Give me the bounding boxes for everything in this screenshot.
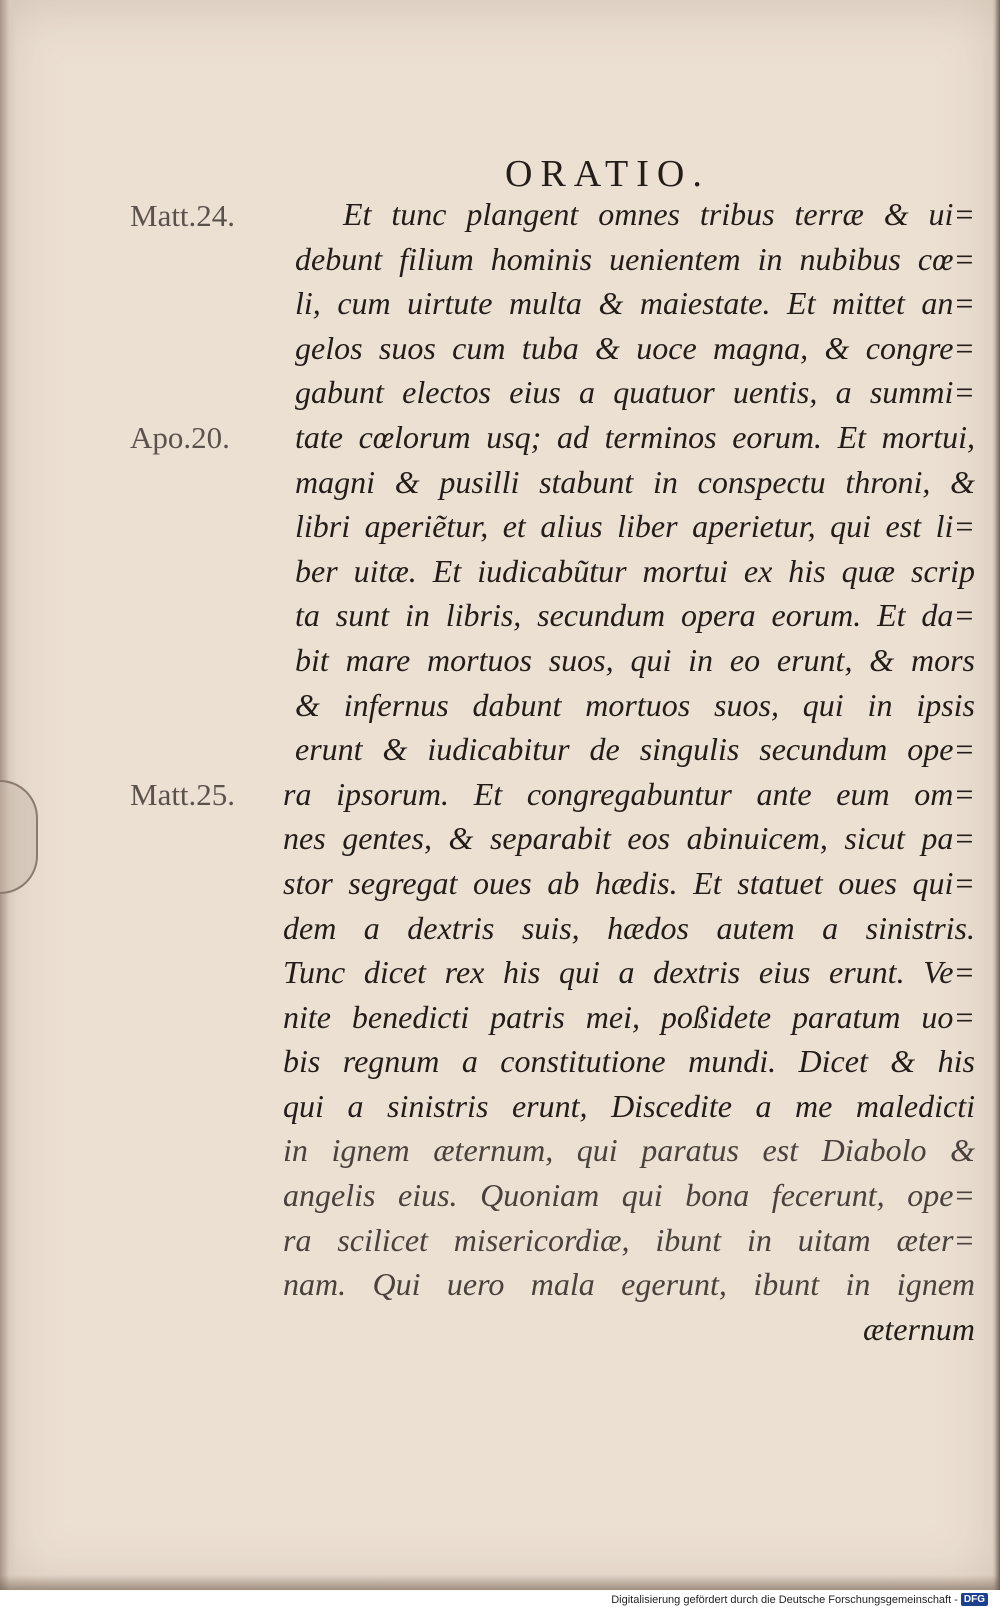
text-line: ra ipsorum. Et congregabuntur ante eum om= xyxy=(283,775,975,812)
text-line: in ignem æternum, qui paratus est Diabolo & xyxy=(283,1132,975,1169)
page-right-edge xyxy=(992,0,1000,1590)
text-line: nam. Qui uero mala egerunt, ibunt in ignem xyxy=(283,1266,975,1303)
digitization-footer xyxy=(611,1593,988,1606)
text-line: qui a sinistris erunt, Discedite a me maledicti xyxy=(283,1087,975,1124)
text-line: ra scilicet misericordiæ, ibunt in uitam æter= xyxy=(283,1221,975,1258)
margin-note-matt-25: Matt.25. xyxy=(130,777,236,812)
page-bottom-shadow xyxy=(0,1575,1000,1590)
margin-note-apo-20: Apo.20. xyxy=(130,420,230,455)
text-line: nes gentes, & separabit eos abinuicem, sicut pa= xyxy=(283,820,975,857)
text-line: Et tunc plangent omnes tribus terræ & ui= xyxy=(343,196,975,232)
text-line: gabunt electos eius a quatuor uentis, a summi= xyxy=(295,374,975,411)
text-line: li, cum uirtute multa & maiestate. Et mittet an= xyxy=(295,285,975,322)
body-text xyxy=(283,192,975,1351)
text-line: erunt & iudicabitur de singulis secundum ope= xyxy=(295,731,975,768)
text-line: ta sunt in libris, secundum opera eorum. Et da= xyxy=(295,597,975,634)
text-line: bit mare mortuos suos, qui in eo erunt, & mors xyxy=(295,641,975,678)
text-line: bis regnum a constitutione mundi. Dicet & his xyxy=(283,1043,975,1080)
text-line: nite benedicti patris mei, poßidete paratum uo= xyxy=(283,998,975,1035)
text-line: libri aperiẽtur, et alius liber aperietur, qui est li= xyxy=(295,508,975,545)
page-clasp-mark xyxy=(0,780,38,894)
text-line: tate cœlorum usq; ad terminos eorum. Et mortui, xyxy=(295,418,975,455)
footer-text: Digitalisierung gefördert durch die Deutsche Forschungsgemeinschaft - xyxy=(611,1593,958,1606)
text-line: magni & pusilli stabunt in conspectu throni, & xyxy=(295,463,975,500)
text-line: angelis eius. Quoniam qui bona fecerunt, ope= xyxy=(283,1177,975,1214)
text-line: debunt filium hominis uenientem in nubibus cœ= xyxy=(295,240,975,277)
dfg-logo-icon: DFG xyxy=(961,1593,988,1606)
text-line: gelos suos cum tuba & uoce magna, & congre= xyxy=(295,329,975,366)
running-header: ORATIO. xyxy=(505,153,710,195)
margin-note-matt-24: Matt.24. xyxy=(130,198,236,233)
text-line: stor segregat oues ab hædis. Et statuet oues qui= xyxy=(283,864,975,901)
text-line: ber uitæ. Et iudicabũtur mortui ex his quæ scrip xyxy=(295,552,975,589)
text-line: Tunc dicet rex his qui a dextris eius erunt. Ve= xyxy=(283,954,975,991)
text-line: dem a dextris suis, hædos autem a sinistris. xyxy=(283,909,975,946)
text-line: & infernus dabunt mortuos suos, qui in ipsis xyxy=(295,686,975,723)
catchword: æternum xyxy=(863,1310,975,1347)
